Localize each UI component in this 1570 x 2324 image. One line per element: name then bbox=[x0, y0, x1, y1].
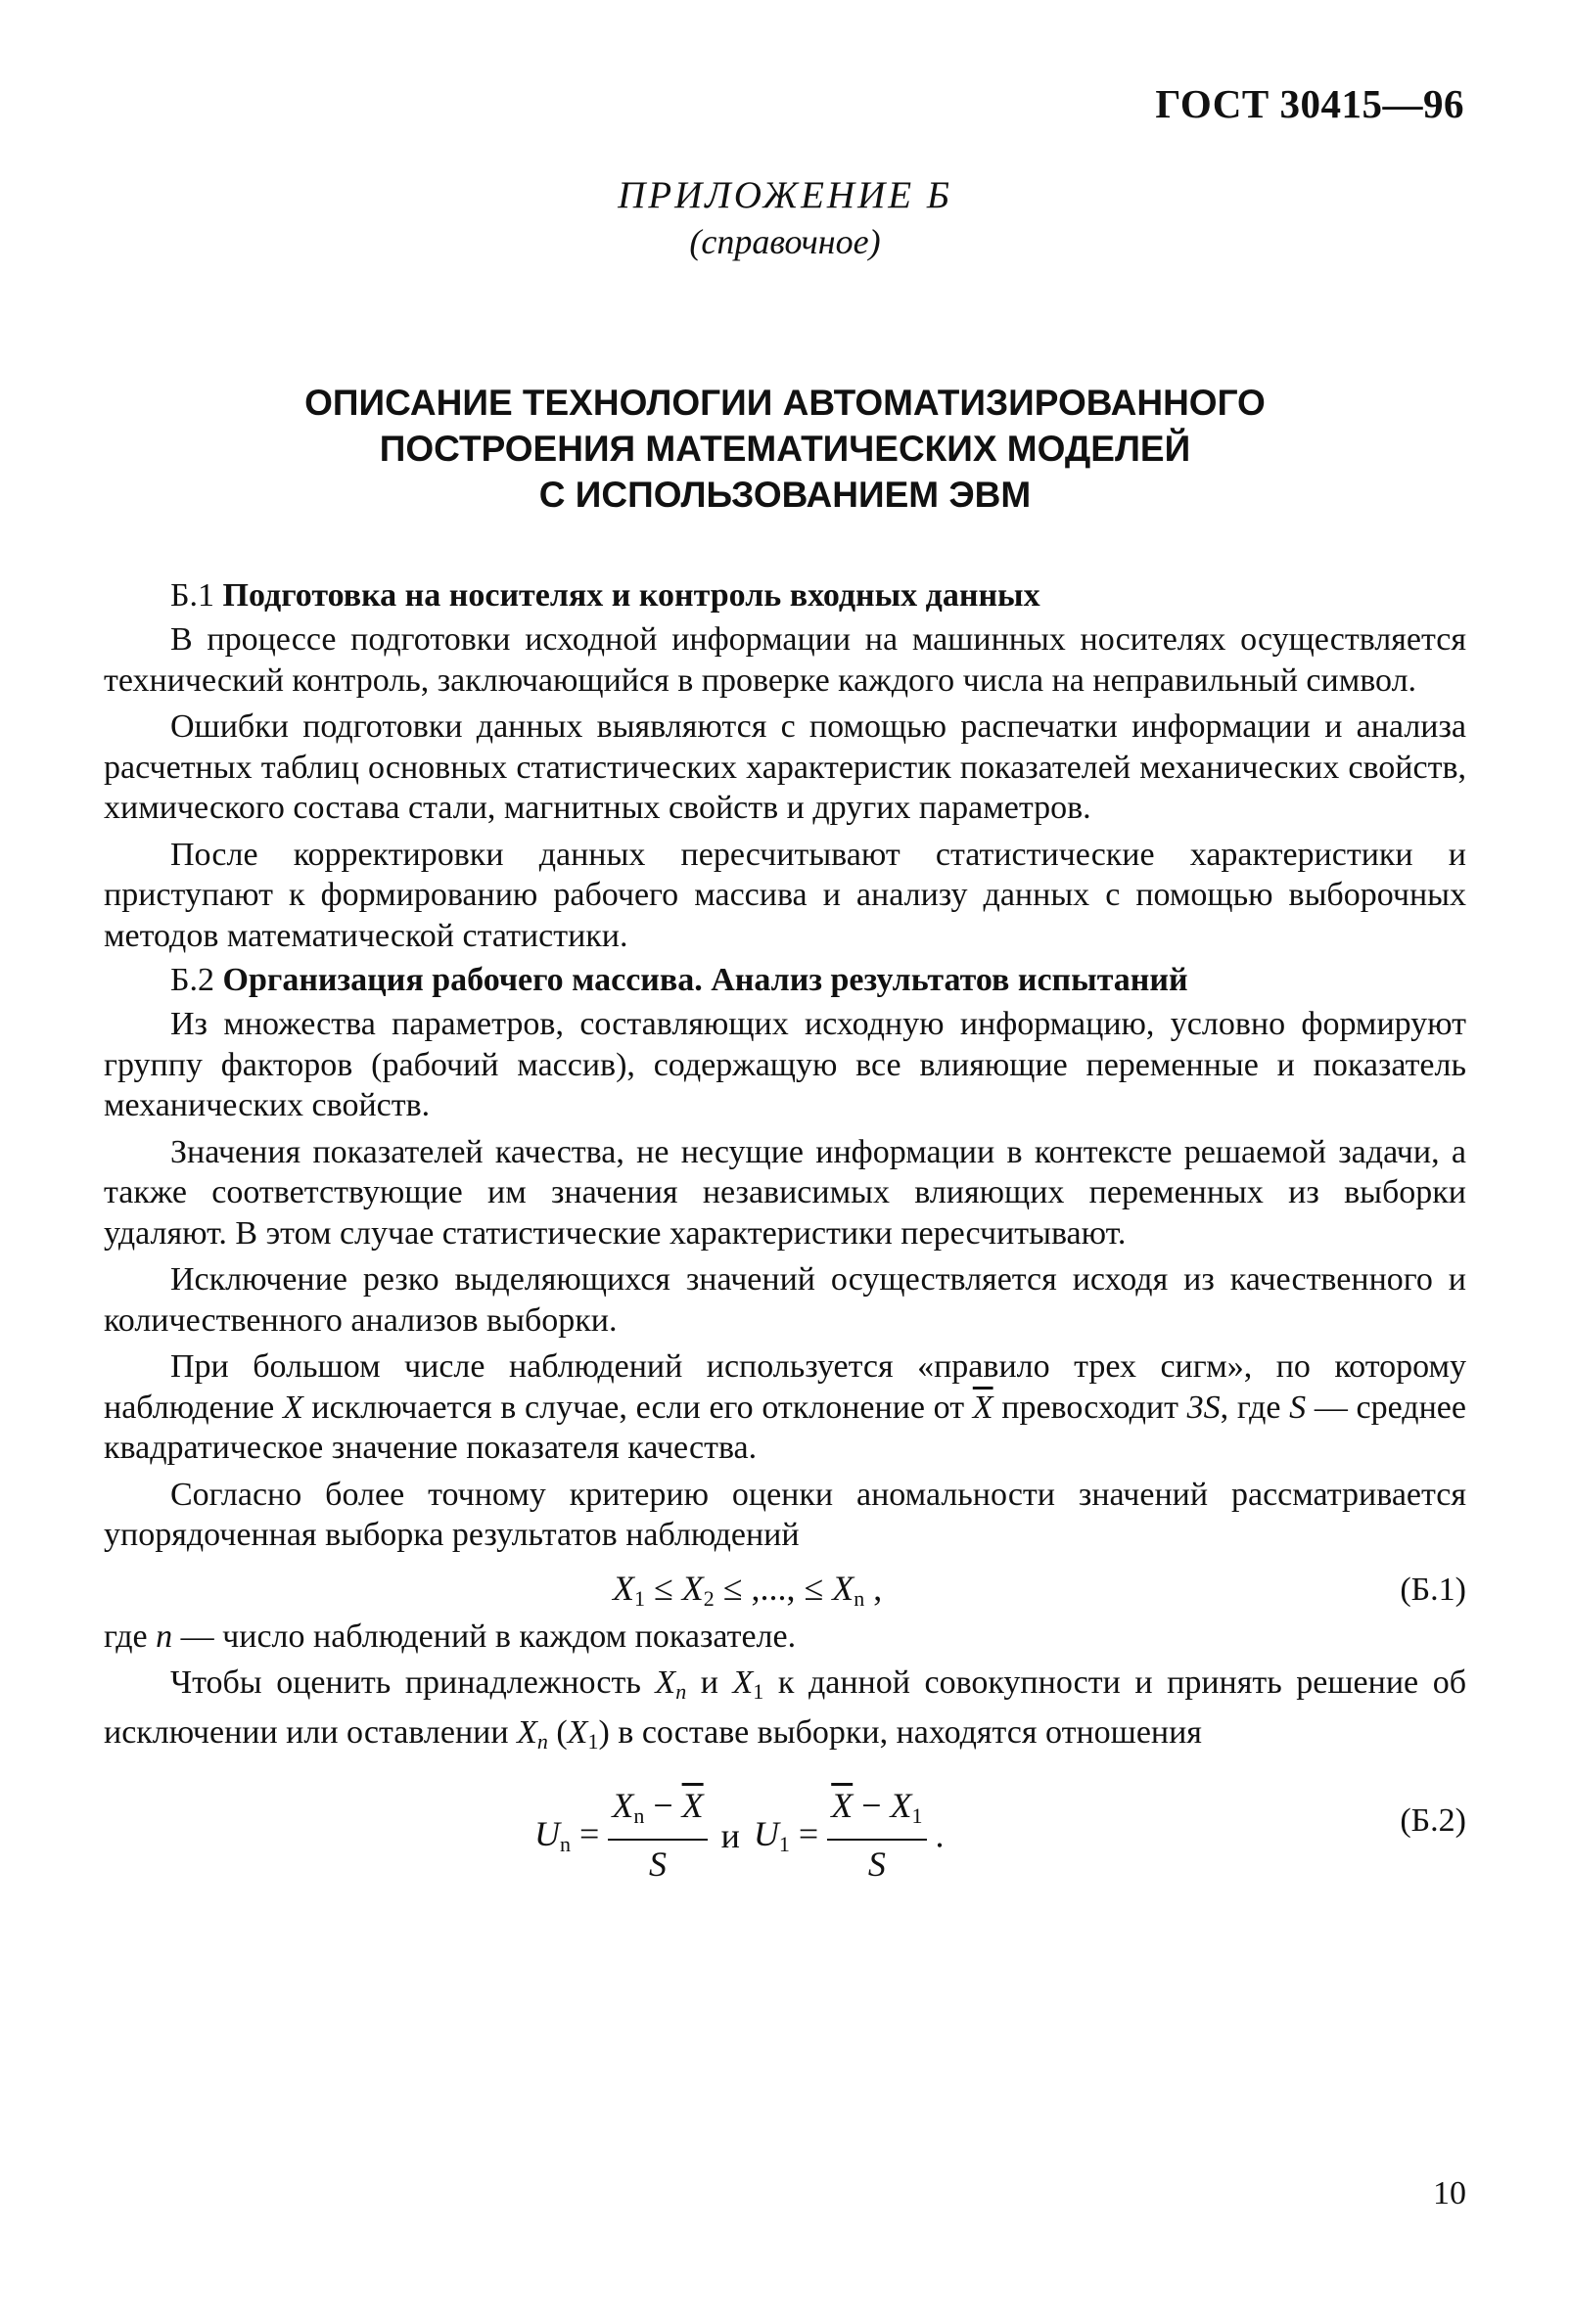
paragraph: В процессе подготовки исходной информации на машинных носителях осуществляется технический контроль, заключающийся в проверке каждого числа на неправильный символ. bbox=[104, 621, 1466, 699]
text-run: исключается в случае, если его отклонение от bbox=[302, 1389, 973, 1426]
formula-b2-expression bbox=[534, 1783, 945, 1888]
fraction-denominator: S bbox=[648, 1845, 667, 1884]
math-subscript: n bbox=[560, 1832, 571, 1856]
appendix-heading bbox=[0, 172, 1570, 264]
section-number: Б.2 bbox=[170, 962, 215, 998]
math-operator: − bbox=[853, 1786, 891, 1825]
paragraph: Из множества параметров, составляющих исходную информацию, условно формируют группу факторов (рабочий массив), содержащую все влияющие переменные и показатель механических свойств. bbox=[104, 1006, 1466, 1123]
paragraph-three-sigma bbox=[104, 1346, 1466, 1469]
text-run: где bbox=[104, 1618, 157, 1655]
document-title-line: ПОСТРОЕНИЯ МАТЕМАТИЧЕСКИХ МОДЕЛЕЙ bbox=[379, 429, 1191, 469]
math-operator: ≤ ,..., ≤ bbox=[714, 1568, 833, 1608]
math-variable-mean: $\overline{X}$ bbox=[972, 1389, 993, 1426]
math-subscript: 1 bbox=[778, 1832, 790, 1856]
document-title bbox=[0, 380, 1570, 518]
text-run: к данной совокупности и принять решение об исключении или оставлении bbox=[104, 1664, 1466, 1751]
math-variable: X bbox=[612, 1786, 634, 1825]
paragraph: Значения показателей качества, не несущие информации в контексте решаемой задачи, а также соответствующие им значения независимых влияющих переменных из выборки удаляют. В этом случае статистические характеристики пересчитывают. bbox=[104, 1133, 1466, 1252]
math-variable: X bbox=[890, 1786, 912, 1825]
fraction-numerator bbox=[827, 1783, 926, 1841]
paragraph: После корректировки данных пересчитывают статистические характеристики и приступают к формированию рабочего массива и анализу данных с помощью выборочных методов математической статистики. bbox=[104, 836, 1466, 954]
math-variable-mean: $\overline{X}$ bbox=[831, 1786, 854, 1825]
math-operator: = bbox=[571, 1814, 609, 1853]
math-lhs bbox=[534, 1814, 609, 1856]
math-operator: = bbox=[789, 1814, 828, 1853]
section-title: Подготовка на носителях и контроль входных данных bbox=[222, 577, 1040, 614]
math-subscript: 1 bbox=[634, 1585, 645, 1611]
formula-b2 bbox=[104, 1783, 1466, 1898]
paragraph-where-n bbox=[104, 1617, 1466, 1658]
math-variable: X bbox=[681, 1568, 704, 1608]
formula-b1-expression bbox=[613, 1568, 882, 1612]
math-subscript: 1 bbox=[753, 1679, 764, 1704]
paragraph: Ошибки подготовки данных выявляются с помощью распечатки информации и анализа расчетных таблиц основных статистических характеристик показателей механических свойств, химического состава стали, магнитных свойств и других параметров. bbox=[104, 708, 1466, 826]
text-run: Чтобы оценить принадлежность bbox=[170, 1664, 656, 1701]
math-subscript: 1 bbox=[587, 1728, 599, 1754]
math-subscript: n bbox=[536, 1728, 548, 1754]
math-operator: . bbox=[926, 1815, 945, 1855]
appendix-kind: (справочное) bbox=[689, 222, 881, 261]
math-variable: U bbox=[534, 1814, 560, 1853]
text-run: При большом числе наблюдений используется «правило трех сигм», по которому наблюдение bbox=[104, 1348, 1466, 1426]
math-operator: , bbox=[864, 1568, 883, 1608]
text-run: ) в составе выборки, находятся отношения bbox=[598, 1713, 1202, 1751]
math-subscript: n bbox=[633, 1803, 645, 1828]
math-subscript: 1 bbox=[911, 1803, 923, 1828]
equation-number: (Б.2) bbox=[1400, 1802, 1466, 1839]
math-variable: n bbox=[156, 1618, 173, 1655]
math-variable: S bbox=[1289, 1389, 1307, 1426]
appendix-title: ПРИЛОЖЕНИЕ Б bbox=[618, 174, 952, 216]
math-variable: X bbox=[832, 1568, 854, 1608]
text-run: — среднее квадратическое значение показателя качества. bbox=[104, 1389, 1466, 1466]
document-title-line: С ИСПОЛЬЗОВАНИЕМ ЭВМ bbox=[538, 475, 1032, 515]
math-variable: X bbox=[655, 1664, 676, 1701]
formula-b1 bbox=[104, 1562, 1466, 1617]
math-variable-mean: $\overline{X}$ bbox=[681, 1786, 704, 1825]
math-variable: 3S bbox=[1186, 1389, 1221, 1426]
math-fraction bbox=[827, 1783, 926, 1888]
fraction-numerator bbox=[608, 1783, 707, 1841]
document-body bbox=[104, 574, 1466, 1898]
text-run: превосходит bbox=[993, 1389, 1187, 1426]
section-heading-b1 bbox=[104, 574, 1466, 617]
paragraph: Исключение резко выделяющихся значений осуществляется исходя из качественного и количественного анализов выборки. bbox=[104, 1261, 1466, 1339]
math-subscript: n bbox=[675, 1679, 687, 1704]
math-variable: X bbox=[282, 1389, 303, 1426]
document-title-line: ОПИСАНИЕ ТЕХНОЛОГИИ АВТОМАТИЗИРОВАННОГО bbox=[304, 383, 1266, 423]
section-number: Б.1 bbox=[170, 577, 215, 614]
math-conjunction: и bbox=[720, 1815, 740, 1855]
paragraph-ratios bbox=[104, 1663, 1466, 1761]
math-subscript: n bbox=[854, 1585, 865, 1611]
paragraph: Согласно более точному критерию оценки аномальности значений рассматривается упорядоченная выборка результатов наблюдений bbox=[104, 1476, 1466, 1553]
text-run: и bbox=[686, 1664, 733, 1701]
math-variable: U bbox=[753, 1814, 779, 1853]
text-run: , где bbox=[1220, 1389, 1290, 1426]
math-variable: X bbox=[567, 1713, 588, 1751]
equation-number: (Б.1) bbox=[1400, 1571, 1466, 1608]
page-number: 10 bbox=[1433, 2175, 1466, 2211]
text-run: ( bbox=[547, 1713, 568, 1751]
section-title: Организация рабочего массива. Анализ результатов испытаний bbox=[222, 962, 1188, 998]
math-variable: X bbox=[517, 1713, 537, 1751]
math-variable: X bbox=[613, 1568, 634, 1608]
fraction-denominator: S bbox=[867, 1845, 886, 1884]
math-fraction bbox=[608, 1783, 707, 1888]
section-heading-b2 bbox=[104, 959, 1466, 1002]
math-operator: ≤ bbox=[645, 1568, 682, 1608]
math-operator: − bbox=[644, 1786, 682, 1825]
math-subscript: 2 bbox=[703, 1585, 715, 1611]
text-run: — число наблюдений в каждом показателе. bbox=[172, 1618, 797, 1655]
math-variable: X bbox=[732, 1664, 754, 1701]
standard-number: ГОСТ 30415—96 bbox=[1155, 81, 1464, 126]
math-lhs bbox=[753, 1814, 828, 1856]
